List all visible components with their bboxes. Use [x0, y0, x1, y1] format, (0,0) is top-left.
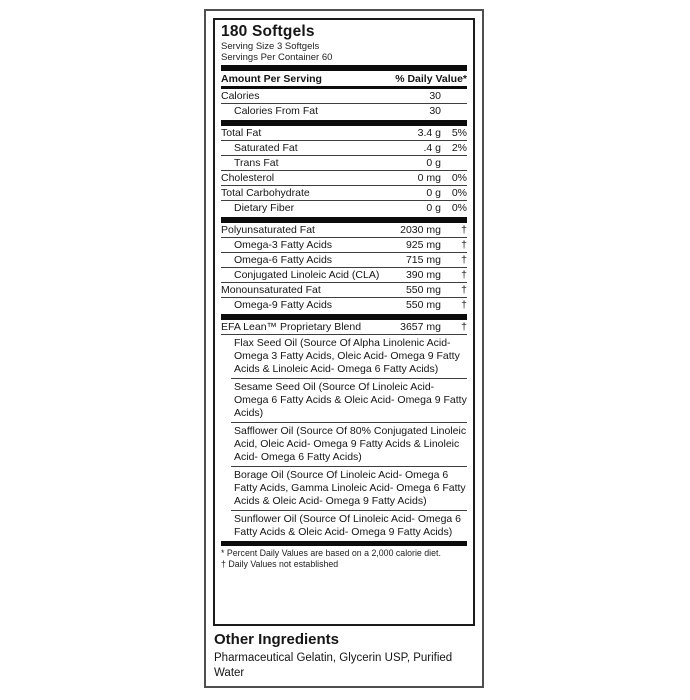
supplement-label: [204, 9, 484, 688]
blend-ingredient-borage-oil: Borage Oil (Source Of Linoleic Acid- Omega 6 Fatty Acids, Gamma Linoleic Acid- Omega 6 Fatty Acids & Oleic Acid- Omega 9 Fatty Acids): [231, 466, 467, 510]
fact-row-trans-fat: [221, 155, 467, 170]
other-ingredients-section: [213, 631, 475, 680]
nutrient-amount: .4 g: [423, 142, 441, 154]
blend-ingredient-flax-seed-oil: Flax Seed Oil (Source Of Alpha Linolenic Acid- Omega 3 Fatty Acids, Oleic Acid- Omega 9 Fatty Acids & Linoleic Acid- Omega 6 Fatty Acids): [234, 337, 460, 375]
fact-row-total-fat: [221, 126, 467, 140]
fact-row-cla: [221, 267, 467, 282]
nutrient-amount: 30: [429, 105, 441, 117]
blend-ingredient-list: [221, 335, 467, 541]
nutrient-dv: †: [461, 269, 467, 281]
nutrient-dv: 0%: [451, 187, 467, 199]
nutrient-dv: 0%: [451, 172, 467, 184]
nutrient-name: Cholesterol: [221, 172, 275, 184]
nutrient-amount: 0 g: [426, 157, 441, 169]
blend-amount: 3657 mg: [400, 321, 441, 333]
nutrient-amount: 390 mg: [405, 269, 441, 281]
daily-value-header: % Daily Value*: [395, 73, 467, 85]
amount-per-serving-header: Amount Per Serving: [221, 73, 322, 85]
nutrient-name: Polyunsaturated Fat: [221, 224, 315, 236]
blend-ingredient-safflower-oil: Safflower Oil (Source Of 80% Conjugated Linoleic Acid, Oleic Acid- Omega 9 Fatty Acids & Linoleic Acid- Omega 6 Fatty Acids): [231, 422, 467, 466]
fact-row-saturated-fat: [221, 140, 467, 155]
fact-row-calories-from-fat: [221, 103, 467, 118]
nutrient-amount: 3.4 g: [417, 127, 441, 139]
nutrient-name: Saturated Fat: [234, 142, 298, 154]
supplement-facts-panel: [213, 18, 475, 626]
fact-row-monounsaturated-fat: [221, 282, 467, 297]
nutrient-amount: 550 mg: [405, 284, 441, 296]
nutrient-amount: 2030 mg: [400, 224, 441, 236]
nutrient-amount: 0 g: [426, 202, 441, 214]
servings-per-container: Servings Per Container 60: [221, 52, 333, 63]
footnote-daily-values: * Percent Daily Values are based on a 2,000 calorie diet.: [221, 548, 441, 558]
fact-row-calories: [221, 89, 467, 103]
nutrient-amount: 0 g: [426, 187, 441, 199]
fact-row-dietary-fiber: [221, 200, 467, 215]
fats-group: [221, 126, 467, 215]
nutrient-dv: †: [461, 284, 467, 296]
nutrient-name: Trans Fat: [234, 157, 279, 169]
fact-row-omega6: [221, 252, 467, 267]
nutrient-amount: 0 mg: [417, 172, 441, 184]
nutrient-name: Dietary Fiber: [234, 202, 295, 214]
nutrient-dv: 0%: [451, 202, 467, 214]
fact-row-polyunsaturated-fat: [221, 223, 467, 237]
nutrient-amount: 925 mg: [405, 239, 441, 251]
nutrient-dv: †: [461, 299, 467, 311]
nutrient-name: Total Carbohydrate: [221, 187, 310, 199]
footnote-dv-not-established: † Daily Values not established: [221, 558, 339, 569]
fact-row-omega3: [221, 237, 467, 252]
nutrient-dv: 5%: [451, 127, 467, 139]
softgel-count-title: 180 Softgels: [221, 23, 315, 40]
nutrient-name: Total Fat: [221, 127, 262, 139]
calories-group: [221, 89, 467, 118]
column-header-row: [221, 71, 467, 86]
fatty-acids-group: [221, 223, 467, 312]
other-ingredients-title: Other Ingredients: [214, 631, 340, 648]
fact-row-cholesterol: [221, 170, 467, 185]
nutrient-name: Omega-3 Fatty Acids: [234, 239, 333, 251]
nutrient-name: Monounsaturated Fat: [221, 284, 321, 296]
nutrient-amount: 30: [429, 90, 441, 102]
fact-row-efa-lean-blend: [221, 320, 467, 335]
nutrient-name: Omega-9 Fatty Acids: [234, 299, 333, 311]
nutrient-name: Calories From Fat: [234, 105, 319, 117]
other-ingredients-text: Pharmaceutical Gelatin, Glycerin USP, Purified Water: [214, 652, 453, 679]
fact-row-omega9: [221, 297, 467, 312]
blend-dv: †: [461, 321, 467, 333]
nutrient-dv: 2%: [451, 142, 467, 154]
blend-ingredient-sesame-seed-oil: Sesame Seed Oil (Source Of Linoleic Acid- Omega 6 Fatty Acids & Oleic Acid- Omega 9 Fatty Acids): [231, 378, 467, 422]
nutrient-name: Calories: [221, 90, 260, 102]
nutrient-amount: 550 mg: [405, 299, 441, 311]
serving-size: Serving Size 3 Softgels: [221, 41, 320, 52]
nutrient-dv: †: [461, 224, 467, 236]
blend-ingredient-sunflower-oil: Sunflower Oil (Source Of Linoleic Acid- Omega 6 Fatty Acids & Oleic Acid- Omega 9 Fatty Acids): [231, 510, 467, 541]
nutrient-amount: 715 mg: [405, 254, 441, 266]
nutrient-name: Omega-6 Fatty Acids: [234, 254, 333, 266]
nutrient-dv: †: [461, 254, 467, 266]
fact-row-total-carbohydrate: [221, 185, 467, 200]
nutrient-name: Conjugated Linoleic Acid (CLA): [234, 269, 380, 281]
footnotes: [221, 546, 467, 569]
nutrient-dv: †: [461, 239, 467, 251]
blend-name: EFA Lean™ Proprietary Blend: [221, 321, 362, 333]
